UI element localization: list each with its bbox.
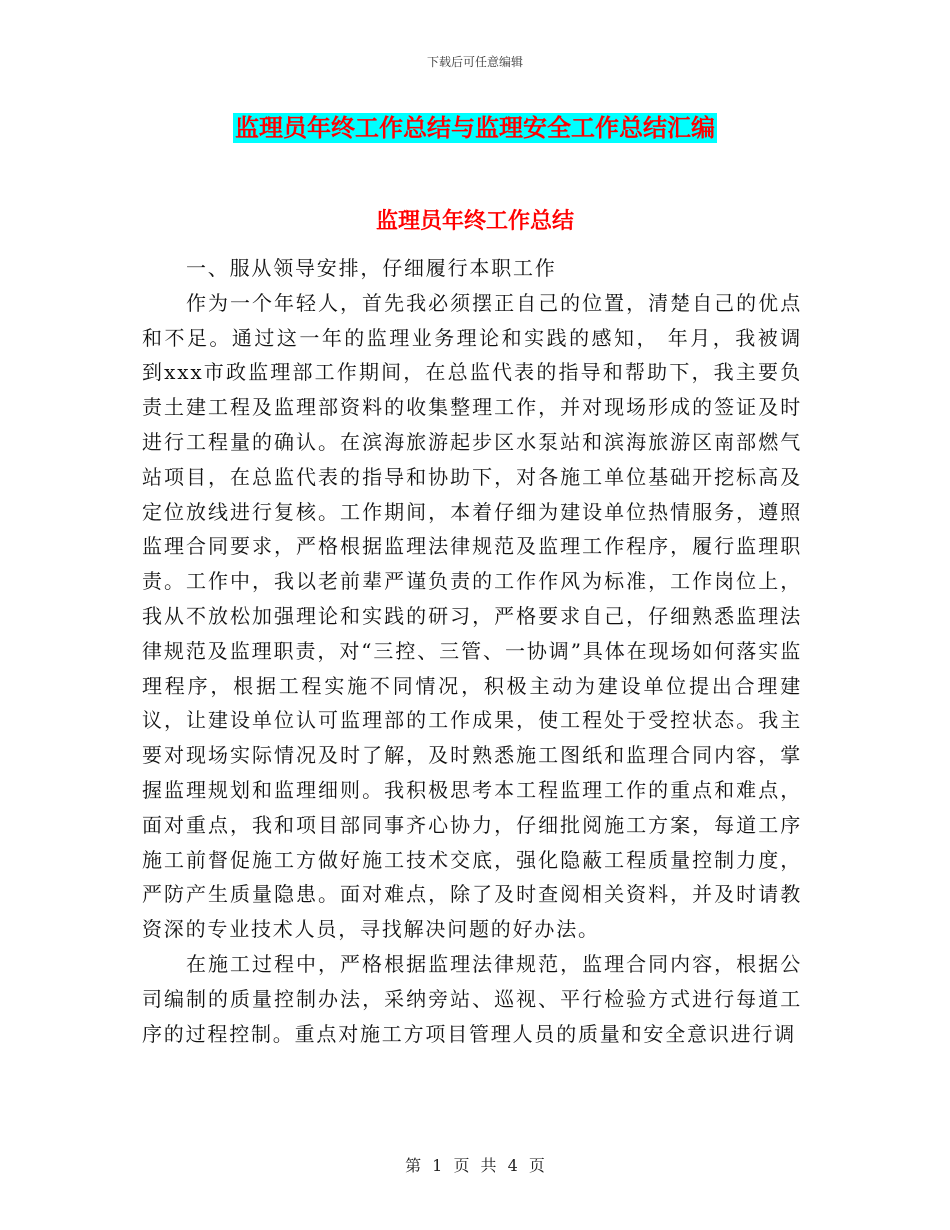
- page-number: 第 1 页 共 4 页: [405, 1156, 545, 1175]
- document-title-text: 监理员年终工作总结与监理安全工作总结汇编: [235, 113, 715, 142]
- body-text: [142, 251, 802, 1051]
- paragraph: 在施工过程中，严格根据监理法律规范，监理合同内容，根据公司编制的质量控制办法，采纳旁站、巡视、平行检验方式进行每道工序的过程控制。重点对施工方项目管理人员的质量和安全意识进行调: [142, 951, 802, 1046]
- page-header-note: 下载后可任意编辑: [426, 55, 523, 69]
- document-title: [0, 113, 950, 143]
- section-title: 监理员年终工作总结: [375, 208, 574, 234]
- paragraph: 作为一个年轻人，首先我必须摆正自己的位置，清楚自己的优点和不足。通过这一年的监理业务理论和实践的感知， 年月，我被调到xxx市政监理部工作期间，在总监代表的指导和帮助下，我主要负责土建工程及监理部资料的收集整理工作，并对现场形成的签证及时进行工程量的确认。在滨海旅游起步区水泵站和滨海旅游区南部燃气站项目，在总监代表的指导和协助下，对各施工单位基础开挖标高及定位放线进行复核。工作期间，本着仔细为建设单位热情服务，遵照监理合同要求，严格根据监理法律规范及监理工作程序，履行监理职责。工作中，我以老前辈严谨负责的工作作风为标准，工作岗位上，我从不放松加强理论和实践的研习，严格要求自己，仔细熟悉监理法律规范及监理职责，对“三控、三管、一协调”具体在现场如何落实监理程序，根据工程实施不同情况，积极主动为建设单位提出合理建议，让建设单位认可监理部的工作成果，使工程处于受控状态。我主要对现场实际情况及时了解，及时熟悉施工图纸和监理合同内容，掌握监理规划和监理细则。我积极思考本工程监理工作的重点和难点，面对重点，我和项目部同事齐心协力，仔细批阅施工方案，每道工序施工前督促施工方做好施工技术交底，强化隐蔽工程质量控制力度，严防产生质量隐患。面对难点，除了及时查阅相关资料，并及时请教资深的专业技术人员，寻找解决问题的好办法。: [142, 290, 802, 942]
- paragraph-heading: 一、服从领导安排，仔细履行本职工作: [186, 256, 557, 280]
